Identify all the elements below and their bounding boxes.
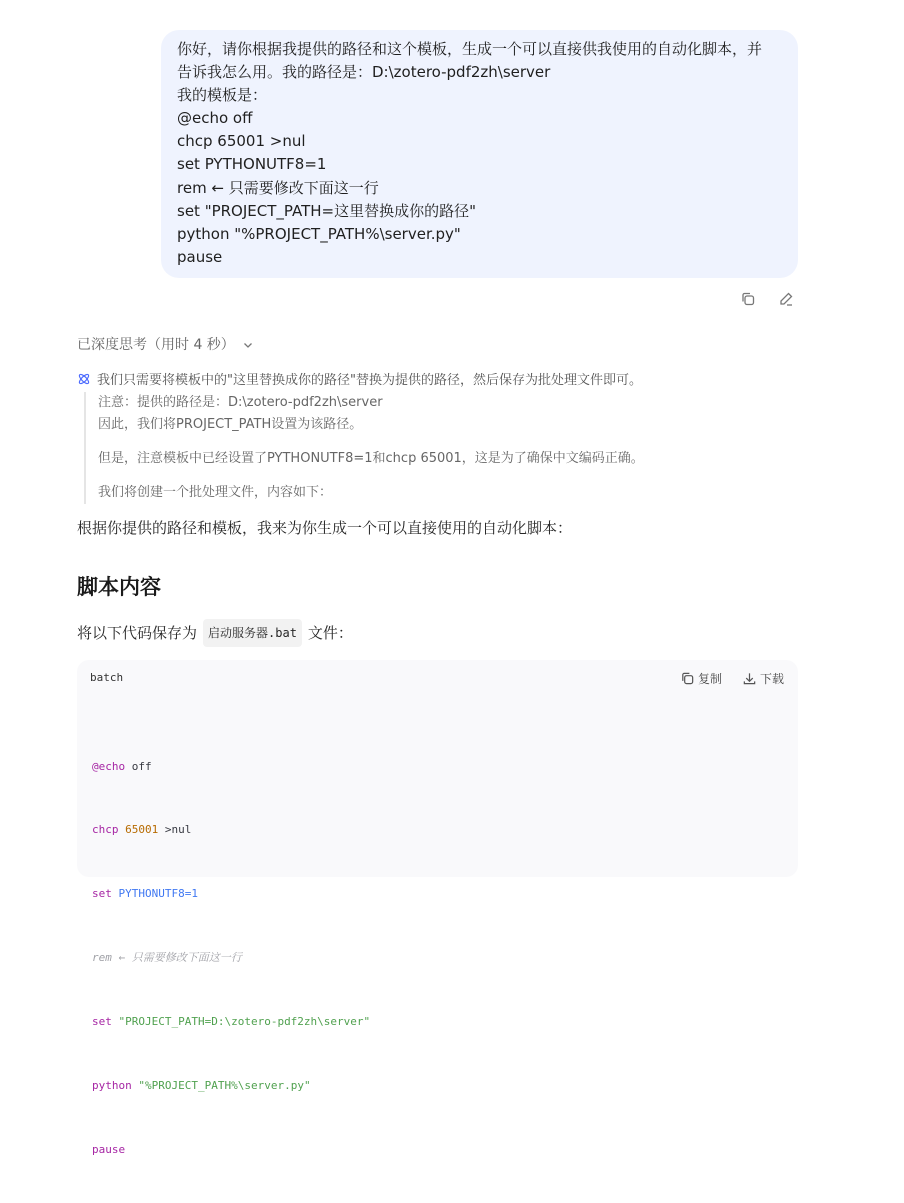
user-message-line: python "%PROJECT_PATH%\server.py" — [177, 224, 461, 243]
filename-code: 启动服务器.bat — [203, 619, 302, 647]
user-message-line: set "PROJECT_PATH=这里替换成你的路径" — [177, 201, 476, 220]
thinking-first-line — [77, 369, 642, 388]
user-message-line: @echo off — [177, 109, 253, 128]
download-icon — [742, 671, 757, 686]
user-message-line: chcp 65001 >nul — [177, 132, 306, 151]
code-string: "%PROJECT_PATH%\server.py" — [138, 1079, 311, 1093]
thinking-line: 我们将创建一个批处理文件，内容如下： — [98, 485, 333, 500]
user-message-line: rem ← 只需要修改下面这一行 — [177, 178, 379, 197]
code-line — [92, 1139, 370, 1160]
user-message-line: 你好，请你根据我提供的路径和这个模板，生成一个可以直接供我使用的自动化脚本，并 — [177, 40, 763, 58]
thinking-toggle[interactable] — [77, 335, 255, 355]
code-text: off — [125, 759, 152, 773]
thinking-content — [84, 392, 784, 504]
code-line — [92, 1075, 370, 1096]
save-suffix: 文件： — [307, 624, 353, 642]
code-line — [92, 947, 370, 968]
user-message-bubble — [161, 30, 798, 278]
code-language-label: batch — [90, 671, 124, 684]
thinking-line: 但是，注意模板中已经设置了PYTHONUTF8=1和chcp 65001，这是为了确保中文编码正确。 — [98, 451, 644, 466]
thinking-line: 注意：提供的路径是：D:\zotero-pdf2zh\server — [98, 395, 383, 410]
save-instruction — [77, 619, 353, 647]
thinking-header-label: 已深度思考（用时 4 秒） — [77, 337, 235, 353]
code-line — [92, 1011, 370, 1032]
code-keyword: set — [92, 1015, 112, 1029]
edit-message-button[interactable] — [776, 289, 796, 309]
code-content — [92, 713, 370, 1203]
code-block — [77, 660, 798, 1156]
user-message-line: set PYTHONUTF8=1 — [177, 155, 327, 174]
thinking-first-text: 我们只需要将模板中的"这里替换成你的路径"替换为提供的路径，然后保存为批处理文件即可。 — [97, 373, 642, 388]
copy-icon — [680, 671, 695, 686]
code-keyword: @echo — [92, 759, 126, 773]
user-message-line: 我的模板是： — [177, 86, 268, 105]
thinking-line: 因此，我们将PROJECT_PATH设置为该路径。 — [98, 417, 363, 432]
user-message-line: pause — [177, 247, 223, 266]
message-actions — [738, 289, 796, 309]
code-keyword: set — [92, 887, 112, 901]
chevron-down-icon — [241, 338, 255, 352]
download-code-label: 下载 — [759, 672, 784, 686]
code-line — [92, 819, 370, 840]
code-string: "PROJECT_PATH=D:\zotero-pdf2zh\server" — [118, 1015, 371, 1029]
copy-message-button[interactable] — [738, 289, 758, 309]
edit-icon — [778, 291, 794, 307]
deep-think-icon — [77, 372, 91, 386]
user-message-line: 告诉我怎么用。我的路径是：D:\zotero-pdf2zh\server — [177, 63, 551, 82]
copy-code-button[interactable] — [680, 670, 722, 687]
copy-icon — [740, 291, 756, 307]
code-keyword: chcp — [92, 823, 119, 837]
answer-intro: 根据你提供的路径和模板，我来为你生成一个可以直接使用的自动化脚本： — [77, 519, 573, 537]
code-comment: rem ← 只需要修改下面这一行 — [92, 951, 242, 965]
save-prefix: 将以下代码保存为 — [77, 624, 198, 642]
code-variable: PYTHONUTF8=1 — [118, 887, 198, 901]
code-actions — [680, 670, 784, 687]
code-keyword: python — [92, 1079, 132, 1093]
code-line — [92, 883, 370, 904]
code-line — [92, 756, 370, 777]
code-text: >nul — [158, 823, 192, 837]
code-number: 65001 — [125, 823, 159, 837]
copy-code-label: 复制 — [697, 672, 722, 686]
code-keyword: pause — [92, 1142, 126, 1156]
download-code-button[interactable] — [742, 670, 784, 687]
section-heading: 脚本内容 — [77, 575, 161, 599]
